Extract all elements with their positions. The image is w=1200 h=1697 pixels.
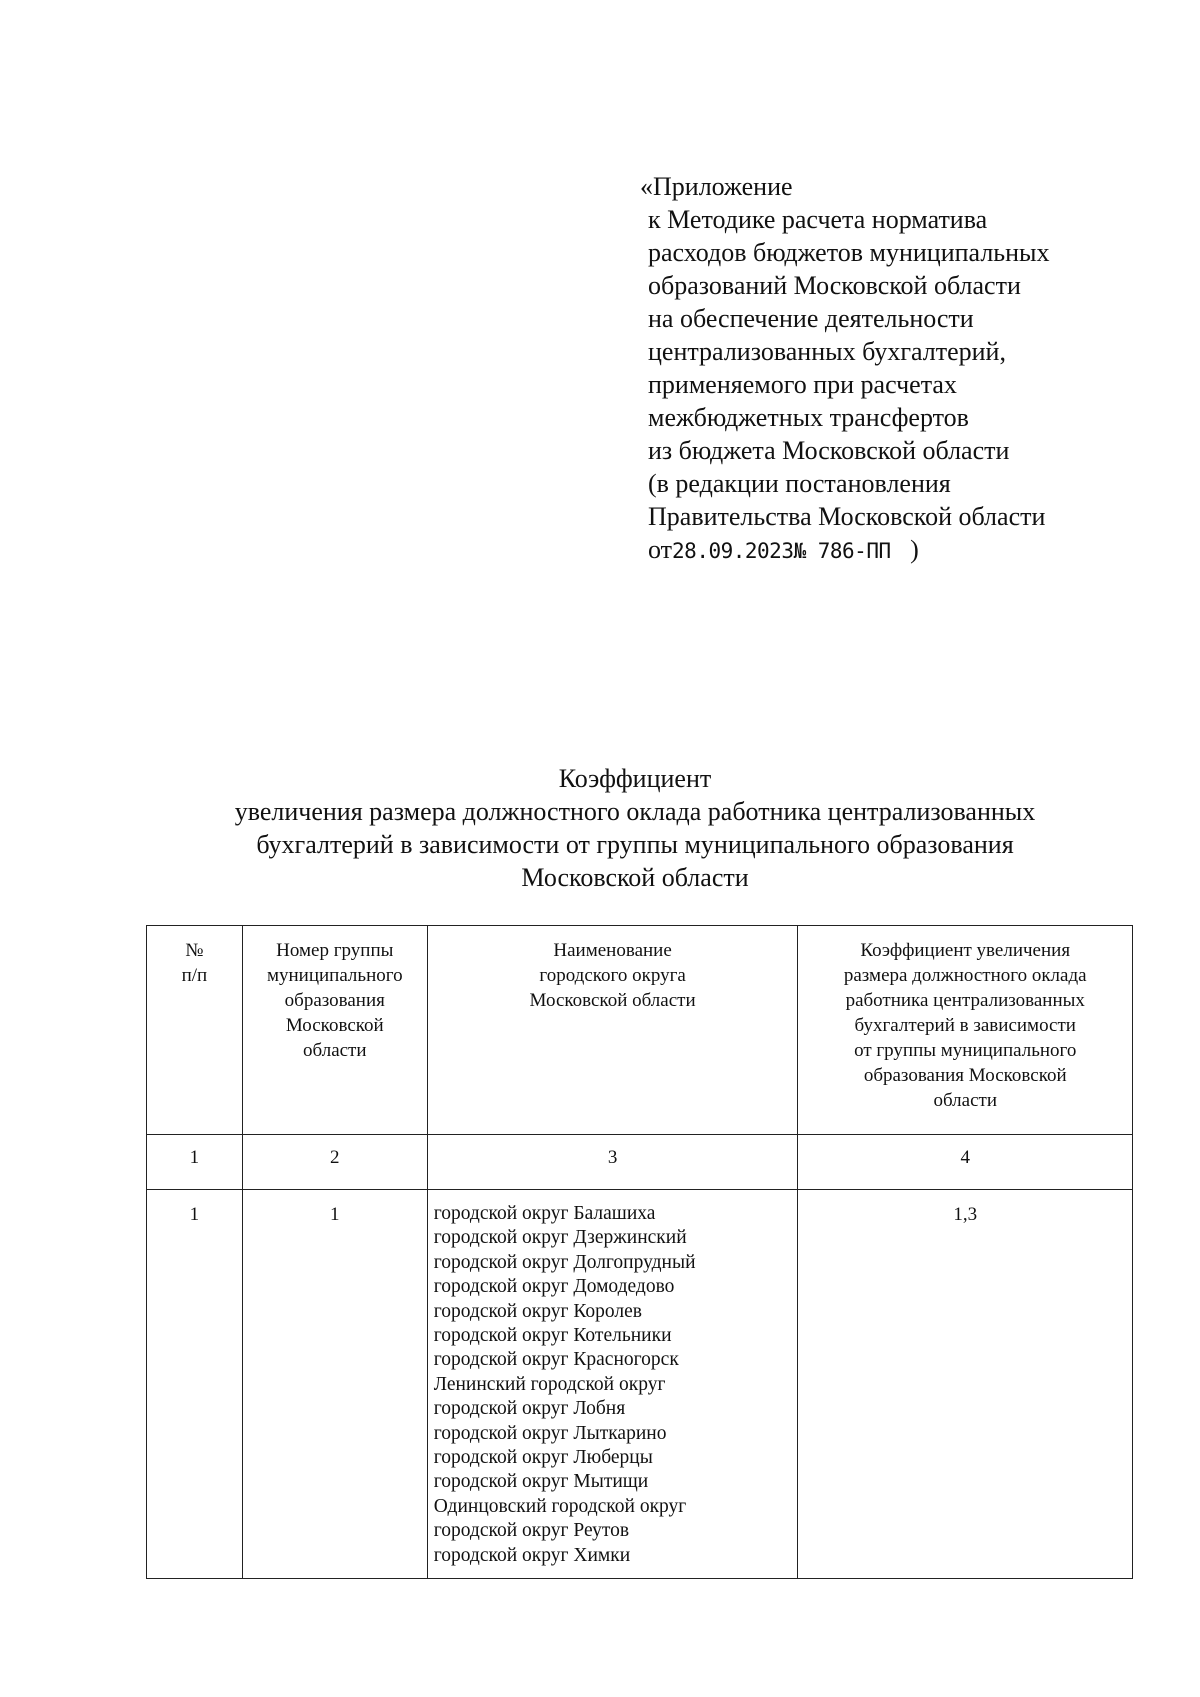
municipality-name: городской округ Дзержинский bbox=[433, 1227, 687, 1249]
row-group: 1 bbox=[242, 1190, 427, 1579]
title-line: Московской области bbox=[521, 863, 749, 892]
header-coefficient bbox=[798, 926, 1133, 1135]
municipality-name: городской округ Домодедово bbox=[433, 1276, 675, 1298]
header-text: № bbox=[185, 940, 204, 961]
municipality-name: городской округ Королев bbox=[433, 1300, 643, 1322]
header-text: от группы муниципального bbox=[854, 1040, 1077, 1061]
title-line: увеличения размера должностного оклада работника централизованных bbox=[234, 797, 1036, 826]
appendix-header-line: межбюджетных трансфертов bbox=[648, 403, 969, 432]
municipality-name: Одинцовский городской округ bbox=[433, 1495, 687, 1517]
decree-reference bbox=[648, 533, 1168, 568]
header-text: Наименование bbox=[553, 940, 672, 961]
header-text: Московской bbox=[285, 1015, 384, 1036]
header-text: образования Московской bbox=[863, 1065, 1067, 1086]
header-text: области bbox=[933, 1090, 997, 1111]
column-number-row bbox=[147, 1135, 1133, 1190]
column-number: 2 bbox=[242, 1135, 427, 1190]
header-index bbox=[147, 926, 243, 1135]
column-number: 3 bbox=[427, 1135, 798, 1190]
title-line: бухгалтерий в зависимости от группы муниципального образования bbox=[256, 830, 1014, 859]
municipality-name: городской округ Красногорск bbox=[433, 1349, 679, 1371]
document-title bbox=[140, 762, 1130, 894]
municipality-name: городской округ Лыткарино bbox=[433, 1422, 667, 1444]
header-group bbox=[242, 926, 427, 1135]
municipality-name: городской округ Балашиха bbox=[433, 1203, 656, 1224]
appendix-header-line: из бюджета Московской области bbox=[648, 436, 1010, 465]
municipality-name: городской округ Люберцы bbox=[433, 1447, 653, 1469]
coefficient-table bbox=[146, 925, 1133, 1579]
municipality-name: городской округ Долгопрудный bbox=[433, 1251, 696, 1273]
decree-close: ) bbox=[910, 535, 919, 564]
decree-number: № 786-ПП bbox=[793, 539, 891, 563]
header-text: Номер группы bbox=[276, 940, 394, 961]
row-index: 1 bbox=[147, 1190, 243, 1579]
municipality-name: городской округ Котельники bbox=[433, 1325, 672, 1347]
appendix-header bbox=[640, 170, 1168, 568]
appendix-header-line: централизованных бухгалтерий, bbox=[648, 337, 1006, 366]
header-text: муниципального bbox=[266, 965, 403, 986]
header-text: образования bbox=[284, 990, 385, 1011]
header-text: городского округа bbox=[539, 965, 686, 986]
header-text: размера должностного оклада bbox=[843, 965, 1087, 986]
table-header-row bbox=[147, 926, 1133, 1135]
appendix-header-line: расходов бюджетов муниципальных bbox=[648, 238, 1050, 267]
appendix-header-line: (в редакции постановления bbox=[648, 469, 951, 498]
municipality-list bbox=[427, 1190, 798, 1579]
row-coefficient: 1,3 bbox=[798, 1190, 1133, 1579]
appendix-header-line: Правительства Московской области bbox=[648, 502, 1046, 531]
appendix-header-line: образований Московской области bbox=[648, 271, 1021, 300]
column-number: 1 bbox=[147, 1135, 243, 1190]
header-text: работника централизованных bbox=[845, 990, 1085, 1011]
municipality-name: городской округ Реутов bbox=[433, 1520, 630, 1542]
header-text: бухгалтерий в зависимости bbox=[854, 1015, 1076, 1036]
appendix-header-line: применяемого при расчетах bbox=[648, 370, 957, 399]
header-text: Коэффициент увеличения bbox=[860, 940, 1071, 961]
municipality-name: Ленинский городской округ bbox=[433, 1373, 666, 1395]
municipality-name: городской округ Мытищи bbox=[433, 1471, 649, 1493]
header-municipality-name bbox=[427, 926, 798, 1135]
header-text: п/п bbox=[181, 965, 208, 986]
title-line: Коэффициент bbox=[558, 764, 712, 793]
appendix-header-line: «Приложение bbox=[640, 172, 793, 201]
appendix-header-line: на обеспечение деятельности bbox=[648, 304, 974, 333]
header-text: области bbox=[303, 1040, 367, 1061]
appendix-header-line: к Методике расчета норматива bbox=[648, 205, 988, 234]
municipality-name: городской округ Химки bbox=[433, 1544, 631, 1566]
decree-date: 28.09.2023 bbox=[672, 539, 794, 563]
table-row bbox=[147, 1190, 1133, 1579]
decree-prefix: от bbox=[648, 535, 673, 564]
column-number: 4 bbox=[798, 1135, 1133, 1190]
header-text: Московской области bbox=[529, 990, 696, 1011]
municipality-name: городской округ Лобня bbox=[433, 1398, 626, 1420]
